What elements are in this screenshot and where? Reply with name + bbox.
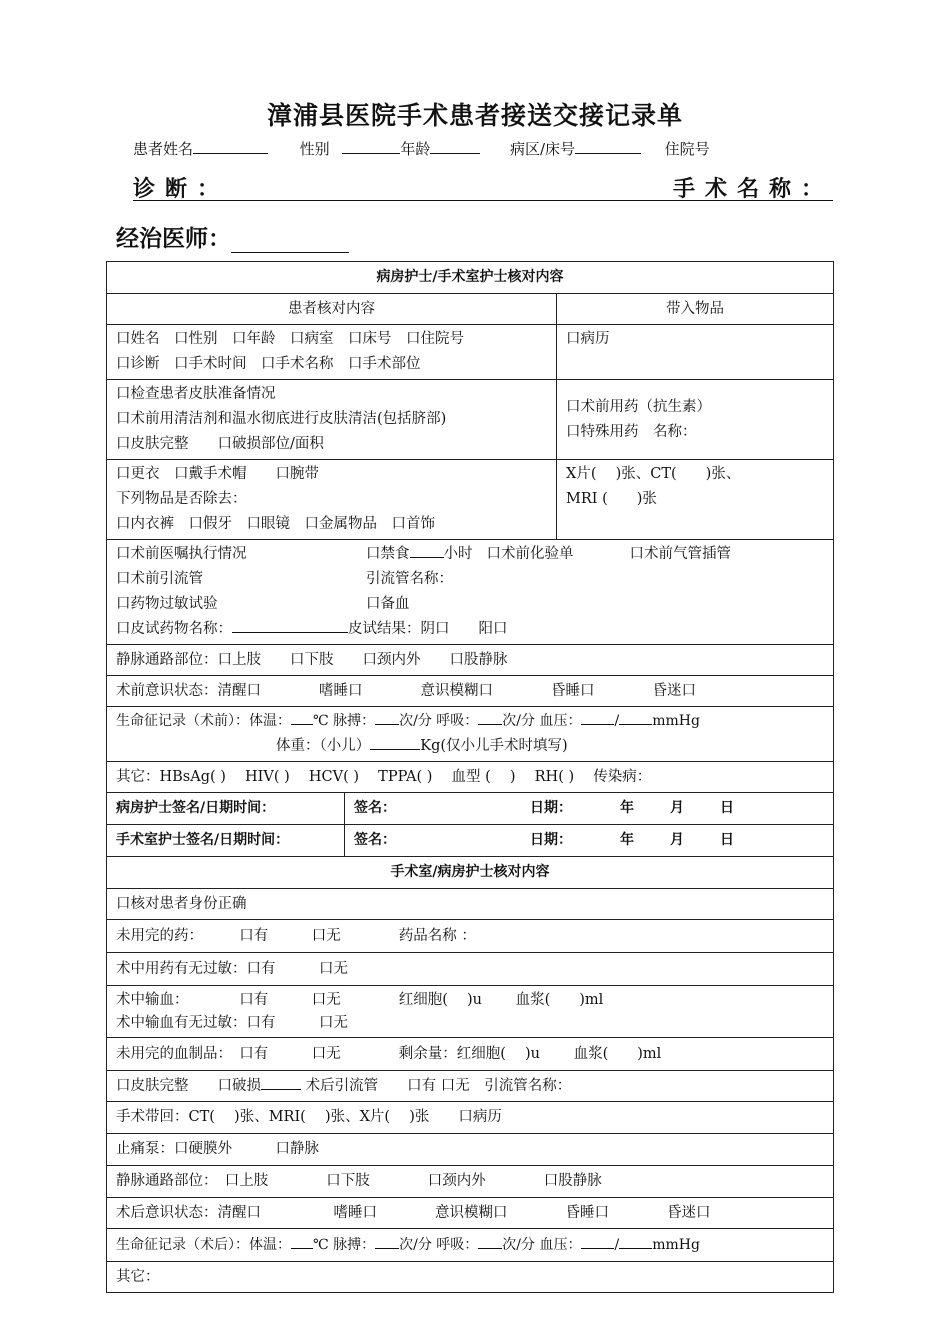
lab-report-check: 口术前化验单 <box>486 546 574 562</box>
ward-sign-label: 签名： <box>354 800 396 816</box>
drainage-tube-check: 口术前引流管 <box>116 571 203 587</box>
ward-day: 日 <box>720 800 734 816</box>
attending-doctor-line <box>116 220 349 253</box>
name-field[interactable] <box>193 139 268 154</box>
skin-damage-label: 口皮肤完整 口破损 <box>116 1077 261 1094</box>
fasting-check: 口禁食 <box>366 546 410 562</box>
ward-bed-field[interactable] <box>575 139 641 154</box>
or-date-label: 日期： <box>530 832 572 848</box>
postop-pulse-label: ℃ 脉搏： <box>313 1236 376 1253</box>
imaging-line2: MRI ( )张 <box>566 491 657 507</box>
identity-verified-check[interactable]: 口核对患者身份正确 <box>107 889 834 920</box>
preop-bp-unit: mmHg <box>652 713 700 729</box>
postop-iv-access[interactable]: 静脉通路部位： 口上肢 口下肢 口颈内外 口股静脉 <box>107 1166 834 1198</box>
skin-test-result: 皮试结果：阴口 阳口 <box>348 621 508 637</box>
preop-orders-check: 口术前医嘱执行情况 <box>116 546 247 562</box>
drainage-tube-name-label: 引流管名称： <box>366 571 453 587</box>
identity-check-cell[interactable] <box>107 325 557 380</box>
child-weight-label: 体重：（小儿） <box>276 738 371 754</box>
or-nurse-sign-label: 手术室护士签名/日期时间： <box>107 825 345 857</box>
transfusion-line: 术中输血： 口有 口无 红细胞( )u 血浆( )ml <box>116 991 604 1008</box>
skin-prep-line2: 口术前用清洁剂和温水彻底进行皮肤清洁(包括脐部) <box>116 411 447 427</box>
diagnosis-line <box>133 172 833 201</box>
postop-consciousness[interactable]: 术后意识状态：清醒口 嗜睡口 意识模糊口 昏睡口 昏迷口 <box>107 1198 834 1229</box>
imaging-films-cell[interactable] <box>557 460 834 540</box>
transfusion-cell[interactable] <box>107 986 834 1038</box>
gender-label: 性别 <box>299 140 330 158</box>
transfusion-allergy-line: 术中输血有无过敏：口有 口无 <box>116 1014 348 1031</box>
identity-check-line2: 口诊断 口手术时间 口手术名称 口手术部位 <box>116 356 421 372</box>
identity-check-line1: 口姓名 口性别 口年龄 口病室 口床号 口住院号 <box>116 331 464 347</box>
preop-temp-label: 生命征记录（术前）：体温： <box>116 713 291 729</box>
ward-nurse-sign-label: 病房护士签名/日期时间： <box>107 793 345 825</box>
preop-antibiotic: 口术前用药（抗生素） <box>566 398 711 415</box>
postop-bp-unit: mmHg <box>652 1236 700 1253</box>
preop-vitals-cell[interactable]: 生命征记录（术前）：体温： ℃ 脉搏： 次/分 呼吸： 次/分 血压： / mmHg 体重：（小儿） Kg(仅小儿手术时填写) <box>107 707 834 762</box>
ward-date-label: 日期： <box>530 800 572 816</box>
skin-test-drug-label: 口皮试药物名称： <box>116 621 232 637</box>
medical-record-check[interactable]: 口病历 <box>557 325 834 380</box>
patient-check-header: 患者核对内容 <box>107 294 557 325</box>
surgery-name-label: 手术名称： <box>672 176 833 202</box>
preop-resp-label: 次/分 呼吸： <box>399 713 479 729</box>
blood-products-row[interactable]: 未用完的血制品： 口有 口无 剩余量：红细胞( )u 血浆( )ml <box>107 1038 834 1071</box>
special-medication: 口特殊用药 名称： <box>566 423 697 440</box>
admission-number-label: 住院号 <box>664 140 710 158</box>
or-sign-label: 签名： <box>354 832 396 848</box>
intraop-allergy-row[interactable]: 术中用药有无过敏：口有 口无 <box>107 953 834 986</box>
imaging-line1: X片( )张、CT( )张、 <box>566 466 741 482</box>
ward-nurse-sign-cell[interactable] <box>345 793 834 825</box>
skin-prep-line1: 口检查患者皮肤准备情况 <box>116 386 276 402</box>
preop-bp-label: 次/分 血压： <box>502 713 582 729</box>
child-weight-note: Kg(仅小儿手术时填写) <box>420 738 568 754</box>
gender-field[interactable] <box>342 139 400 154</box>
postop-bp-label: 次/分 血压： <box>502 1236 582 1253</box>
skin-prep-line3: 口皮肤完整 口破损部位/面积 <box>116 436 324 452</box>
or-day: 日 <box>720 832 734 848</box>
blood-prep-check: 口备血 <box>366 596 410 612</box>
section2-title: 手术室/病房护士核对内容 <box>107 857 834 889</box>
items-brought-header: 带入物品 <box>557 294 834 325</box>
intubation-check: 口术前气管插管 <box>629 546 731 562</box>
attending-doctor-field[interactable] <box>231 230 349 253</box>
postop-skin-drainage-row[interactable] <box>107 1071 834 1102</box>
preop-other-tests[interactable]: 其它：HBsAg( ) HIV( ) HCV( ) TPPA( ) 血型 ( ) RH( ) 传染病： <box>107 762 834 793</box>
postop-resp-label: 次/分 呼吸： <box>399 1236 479 1253</box>
age-label: 年龄 <box>400 140 431 158</box>
preop-medication-cell[interactable] <box>557 380 834 460</box>
clothing-line3: 口内衣裤 口假牙 口眼镜 口金属物品 口首饰 <box>116 516 435 532</box>
clothing-removal-cell[interactable] <box>107 460 557 540</box>
pain-pump-row[interactable]: 止痛泵：口硬膜外 口静脉 <box>107 1134 834 1166</box>
clothing-line1: 口更衣 口戴手术帽 口腕带 <box>116 466 319 482</box>
ward-bed-label: 病区/床号 <box>509 140 576 158</box>
unused-drug-row[interactable]: 未用完的药： 口有 口无 药品名称 ： <box>107 920 834 953</box>
name-label: 患者姓名 <box>133 140 194 158</box>
clothing-line2: 下列物品是否除去： <box>116 491 247 507</box>
section1-title: 病房护士/手术室护士核对内容 <box>107 262 834 294</box>
allergy-test-check: 口药物过敏试验 <box>116 596 218 612</box>
preop-pulse-label: ℃ 脉搏： <box>313 713 376 729</box>
patient-info-line <box>133 138 710 159</box>
ward-year: 年 <box>620 800 634 816</box>
or-year: 年 <box>620 832 634 848</box>
diagnosis-label: 诊断： <box>133 176 230 202</box>
or-month: 月 <box>670 832 684 848</box>
skin-prep-cell[interactable] <box>107 380 557 460</box>
postop-vitals-row[interactable]: 生命征记录（术后）：体温： ℃ 脉搏： 次/分 呼吸： 次/分 血压： / mmHg <box>107 1229 834 1262</box>
postop-temp-label: 生命征记录（术后）：体温： <box>116 1236 291 1253</box>
age-field[interactable] <box>430 139 480 154</box>
handover-table <box>106 261 834 1293</box>
preop-iv-access[interactable]: 静脉通路部位：口上肢 口下肢 口颈内外 口股静脉 <box>107 645 834 676</box>
or-nurse-sign-cell[interactable] <box>345 825 834 857</box>
ward-month: 月 <box>670 800 684 816</box>
form-title: 漳浦县医院手术患者接送交接记录单 <box>266 101 683 130</box>
fasting-hours-label: 小时 <box>443 546 473 562</box>
postop-other-row[interactable]: 其它： <box>107 1262 834 1293</box>
postop-drainage-label: 术后引流管 口有 口无 引流管名称： <box>305 1077 572 1094</box>
preop-consciousness[interactable]: 术前意识状态：清醒口 嗜睡口 意识模糊口 昏睡口 昏迷口 <box>107 676 834 707</box>
preop-orders-cell[interactable] <box>107 540 834 645</box>
returned-items-row[interactable]: 手术带回：CT( )张、MRI( )张、X片( )张 口病历 <box>107 1102 834 1134</box>
attending-doctor-label: 经治医师： <box>116 226 231 252</box>
